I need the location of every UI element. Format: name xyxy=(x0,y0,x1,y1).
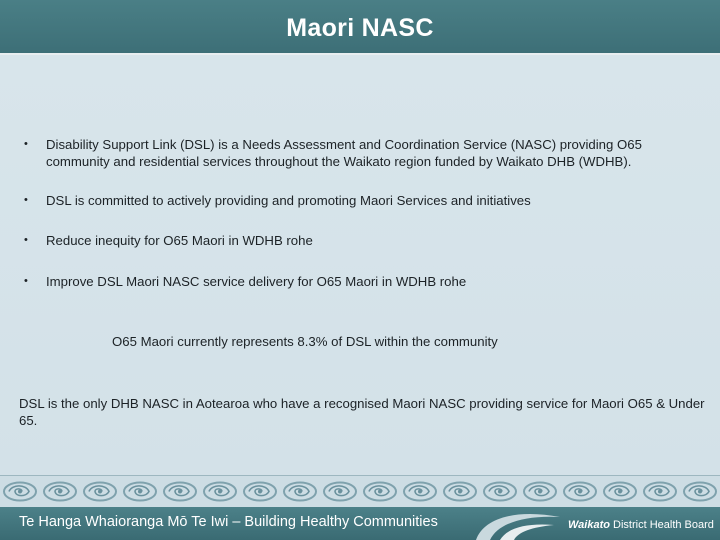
waikato-dhb-logo-icon xyxy=(470,507,565,540)
bullet-marker: • xyxy=(24,275,28,287)
callout-statistic: O65 Maori currently represents 8.3% of DSL within the community xyxy=(112,334,498,349)
slide-content xyxy=(0,55,720,475)
koru-pattern-icon xyxy=(0,476,720,507)
bullet-marker: • xyxy=(24,194,28,206)
org-name xyxy=(568,519,714,531)
org-name-rest: District Health Board xyxy=(609,519,714,531)
bullet-text: Improve DSL Maori NASC service delivery for O65 Maori in WDHB rohe xyxy=(46,274,467,289)
bullet-text: Disability Support Link (DSL) is a Needs Assessment and Coordination Service (NASC) providing O65 community and residential services throughout the Waikato region funded by Waikato DHB (WDHB). xyxy=(46,137,642,169)
koru-pattern-band xyxy=(0,475,720,508)
footer-bar xyxy=(0,507,720,540)
footer-tagline: Te Hanga Whaioranga Mō Te Iwi – Building Healthy Communities xyxy=(19,514,438,530)
bullet-marker: • xyxy=(24,138,28,150)
bullet-marker: • xyxy=(24,234,28,246)
org-name-bold: Waikato xyxy=(568,519,610,531)
bullet-text: DSL is committed to actively providing and promoting Maori Services and initiatives xyxy=(46,193,531,208)
title-bar xyxy=(0,0,720,55)
footer-note: DSL is the only DHB NASC in Aotearoa who have a recognised Maori NASC providing service for Maori O65 & Under 65. xyxy=(19,396,705,428)
bullet-text: Reduce inequity for O65 Maori in WDHB rohe xyxy=(46,233,313,248)
slide-title: Maori NASC xyxy=(286,14,434,42)
